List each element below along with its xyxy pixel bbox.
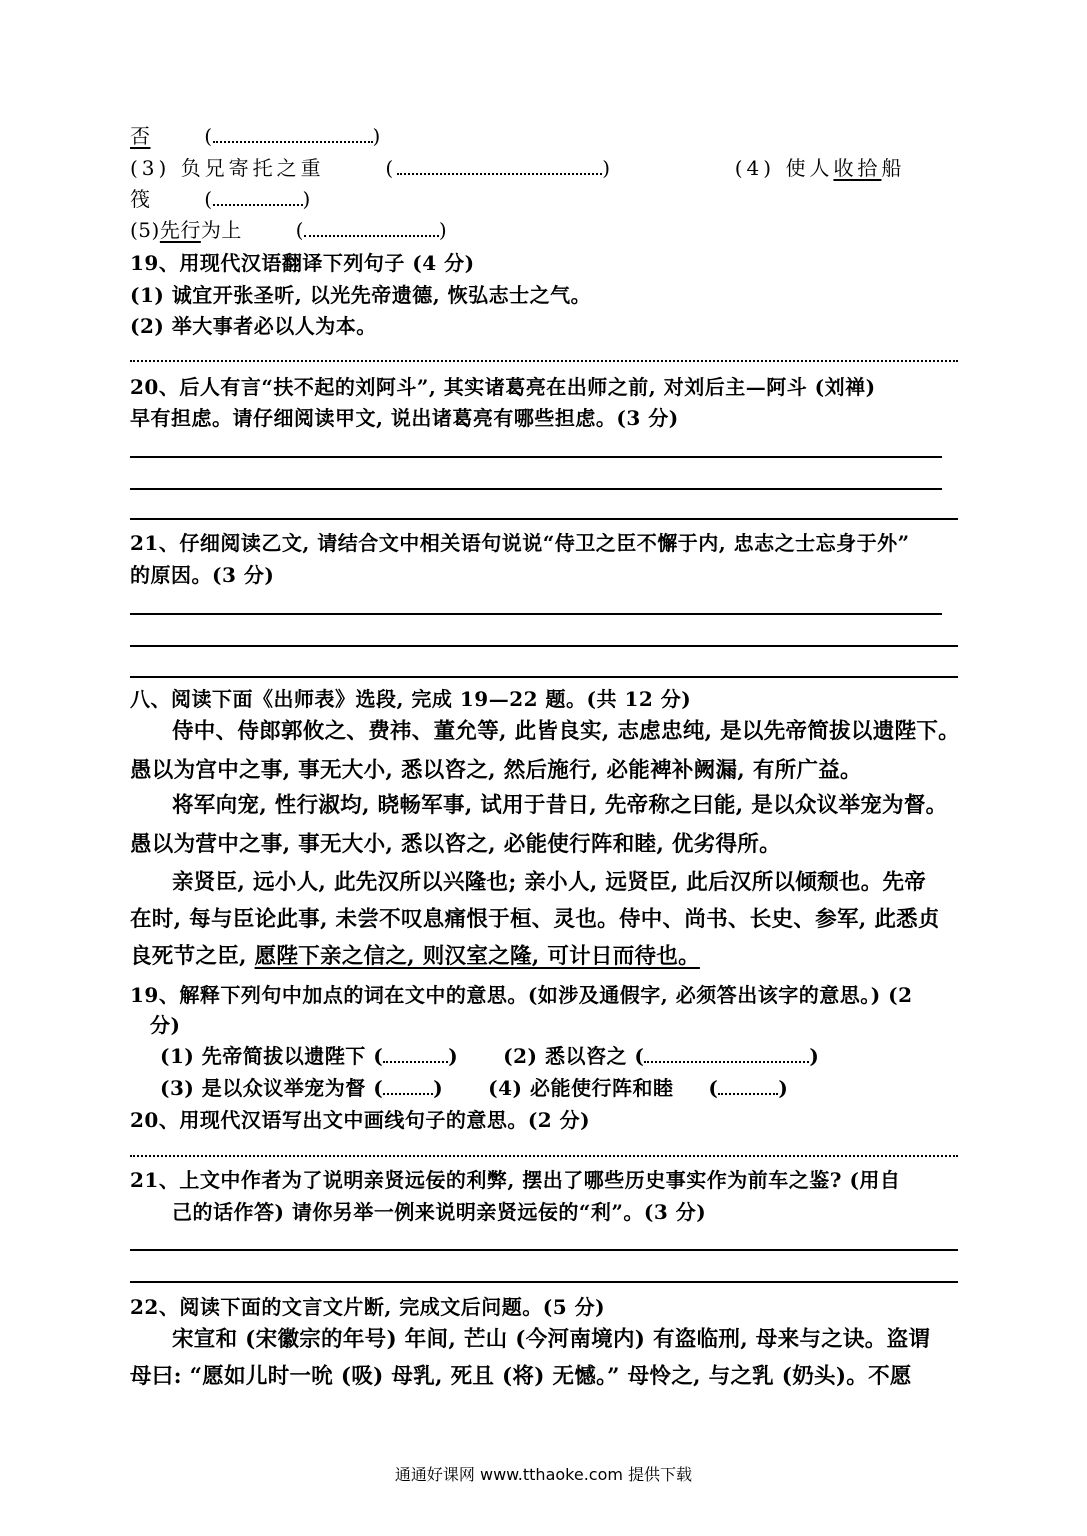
answer-line[interactable] (130, 613, 942, 615)
section-8-title: 八、阅读下面《出师表》选段, 完成 19—22 题。(共 12 分) (130, 687, 692, 711)
open-paren: ( (204, 187, 213, 211)
q20b-line-1: 20、用现代汉语写出文中画线句子的意思。(2 分) (130, 1108, 591, 1132)
q19a-sentence-2: (2) 举大事者必以人为本。 (130, 314, 377, 338)
open-paren: ( (295, 218, 304, 242)
answer-line[interactable] (130, 1155, 958, 1157)
close-paren: ) (433, 1076, 444, 1100)
passage-p2-line-2: 愚以为营中之事, 事无大小, 悉以咨之, 必能使行阵和睦, 优劣得所。 (130, 832, 781, 857)
open-paren: ( (204, 124, 213, 148)
item-5-word: 先行 (159, 218, 201, 242)
item-5-label: (5) (130, 218, 160, 242)
close-paren: ) (809, 1044, 820, 1068)
close-paren: ) (778, 1076, 789, 1100)
item-4-tail: 船 (881, 156, 906, 180)
close-paren: ) (302, 187, 311, 211)
answer-line[interactable] (130, 360, 958, 362)
underlined-sentence: 愿陛下亲之信之, 则汉室之隆, 可计日而待也。 (254, 944, 700, 969)
q19a-title: 19、用现代汉语翻译下列句子 (4 分) (130, 251, 475, 275)
answer-blank[interactable] (383, 1077, 433, 1095)
prev-word-0: 否 (130, 124, 151, 148)
q20a-line-2: 早有担虑。请仔细阅读甲文, 说出诸葛亮有哪些担虑。(3 分) (130, 406, 679, 430)
prev-line-0 (130, 123, 381, 149)
answer-blank[interactable] (644, 1045, 809, 1063)
q19b-line-1: 19、解释下列句中加点的词在文中的意思。(如涉及通假字, 必须答出该字的意思。) (2 (130, 983, 913, 1007)
close-paren: ) (448, 1044, 459, 1068)
passage-p3-line-3 (130, 944, 700, 970)
answer-line[interactable] (130, 518, 958, 520)
answer-blank[interactable] (213, 125, 373, 143)
passage-p1-line-1: 侍中、侍郎郭攸之、费祎、董允等, 此皆良实, 志虑忠纯, 是以先帝简拔以遗陛下。 (172, 719, 960, 744)
answer-blank[interactable] (397, 157, 602, 175)
passage-p1-line-2: 愚以为宫中之事, 事无大小, 悉以咨之, 然后施行, 必能裨补阙漏, 有所广益。 (130, 758, 862, 783)
answer-line[interactable] (130, 1249, 958, 1251)
close-paren: ) (438, 218, 448, 242)
prev-line-1 (130, 155, 905, 181)
answer-line[interactable] (130, 676, 958, 678)
answer-blank[interactable] (718, 1077, 778, 1095)
q19b-items-row-1 (160, 1043, 819, 1069)
q21a-line-2: 的原因。(3 分) (130, 563, 275, 587)
item-4-word: 收拾 (833, 156, 882, 180)
q20a-line-1: 20、后人有言“扶不起的刘阿斗”, 其实诸葛亮在出师之前, 对刘后主—阿斗 (刘禅) (130, 375, 876, 399)
passage-text: 良死节之臣, (130, 944, 255, 969)
close-paren: ) (372, 124, 381, 148)
answer-line[interactable] (130, 1281, 958, 1283)
q22-passage-line-1: 宋宣和 (宋徽宗的年号) 年间, 芒山 (今河南境内) 有盗临刑, 母来与之诀。盗谓 (172, 1327, 931, 1352)
prev-line-3 (130, 217, 447, 243)
item-4-word-cont: 筏 (130, 187, 151, 211)
q19b-item-2: (2) 悉以咨之 ( (503, 1044, 645, 1068)
q19a-sentence-1: (1) 诚宜开张圣听, 以光先帝遗德, 恢弘志士之气。 (130, 283, 592, 307)
passage-p2-line-1: 将军向宠, 性行淑均, 晓畅军事, 试用于昔日, 先帝称之曰能, 是以众议举宠为督。 (172, 793, 948, 818)
q22-passage-line-2: 母曰: “愿如儿时一吮 (吸) 母乳, 死且 (将) 无憾。” 母怜之, 与之乳 (奶头)。不愿 (130, 1364, 912, 1389)
q19b-item-3: (3) 是以众议举宠为督 ( (160, 1076, 384, 1100)
page-footer: 通通好课网 www.tthaoke.com 提供下载 (394, 1465, 693, 1484)
close-paren: ) (602, 156, 615, 180)
prev-line-2 (130, 186, 311, 212)
passage-p3-line-1: 亲贤臣, 远小人, 此先汉所以兴隆也; 亲小人, 远贤臣, 此后汉所以倾颓也。先帝 (172, 870, 927, 895)
q19b-item-1: (1) 先帝简拔以遗陛下 ( (160, 1044, 384, 1068)
item-5-text: 为上 (200, 218, 242, 242)
open-paren: ( (708, 1076, 719, 1100)
q22-title: 22、阅读下面的文言文片断, 完成文后问题。(5 分) (130, 1295, 606, 1319)
passage-p3-line-2: 在时, 每与臣论此事, 未尝不叹息痛恨于桓、灵也。侍中、尚书、长史、参军, 此悉贞 (130, 907, 940, 932)
q21b-line-1: 21、上文中作者为了说明亲贤远佞的利弊, 摆出了哪些历史事实作为前车之鉴? (用自 (130, 1168, 901, 1192)
q19b-items-row-2 (160, 1075, 788, 1101)
open-paren: ( (385, 156, 398, 180)
answer-blank[interactable] (213, 188, 303, 206)
answer-line[interactable] (130, 645, 958, 647)
q21b-line-2: 己的话作答) 请你另举一例来说明亲贤远佞的“利”。(3 分) (172, 1200, 707, 1224)
answer-line[interactable] (130, 488, 942, 490)
answer-line[interactable] (130, 456, 942, 458)
q19b-line-2: 分) (150, 1013, 181, 1037)
item-4-text: (4) 使人 (734, 156, 834, 180)
q21a-line-1: 21、仔细阅读乙文, 请结合文中相关语句说说“侍卫之臣不懈于内, 忠志之士忘身于外” (130, 531, 910, 555)
answer-blank[interactable] (304, 219, 439, 237)
q19b-item-4: (4) 必能使行阵和睦 (488, 1076, 674, 1100)
answer-blank[interactable] (383, 1045, 448, 1063)
item-3-text: (3) 负兄寄托之重 (130, 156, 325, 180)
